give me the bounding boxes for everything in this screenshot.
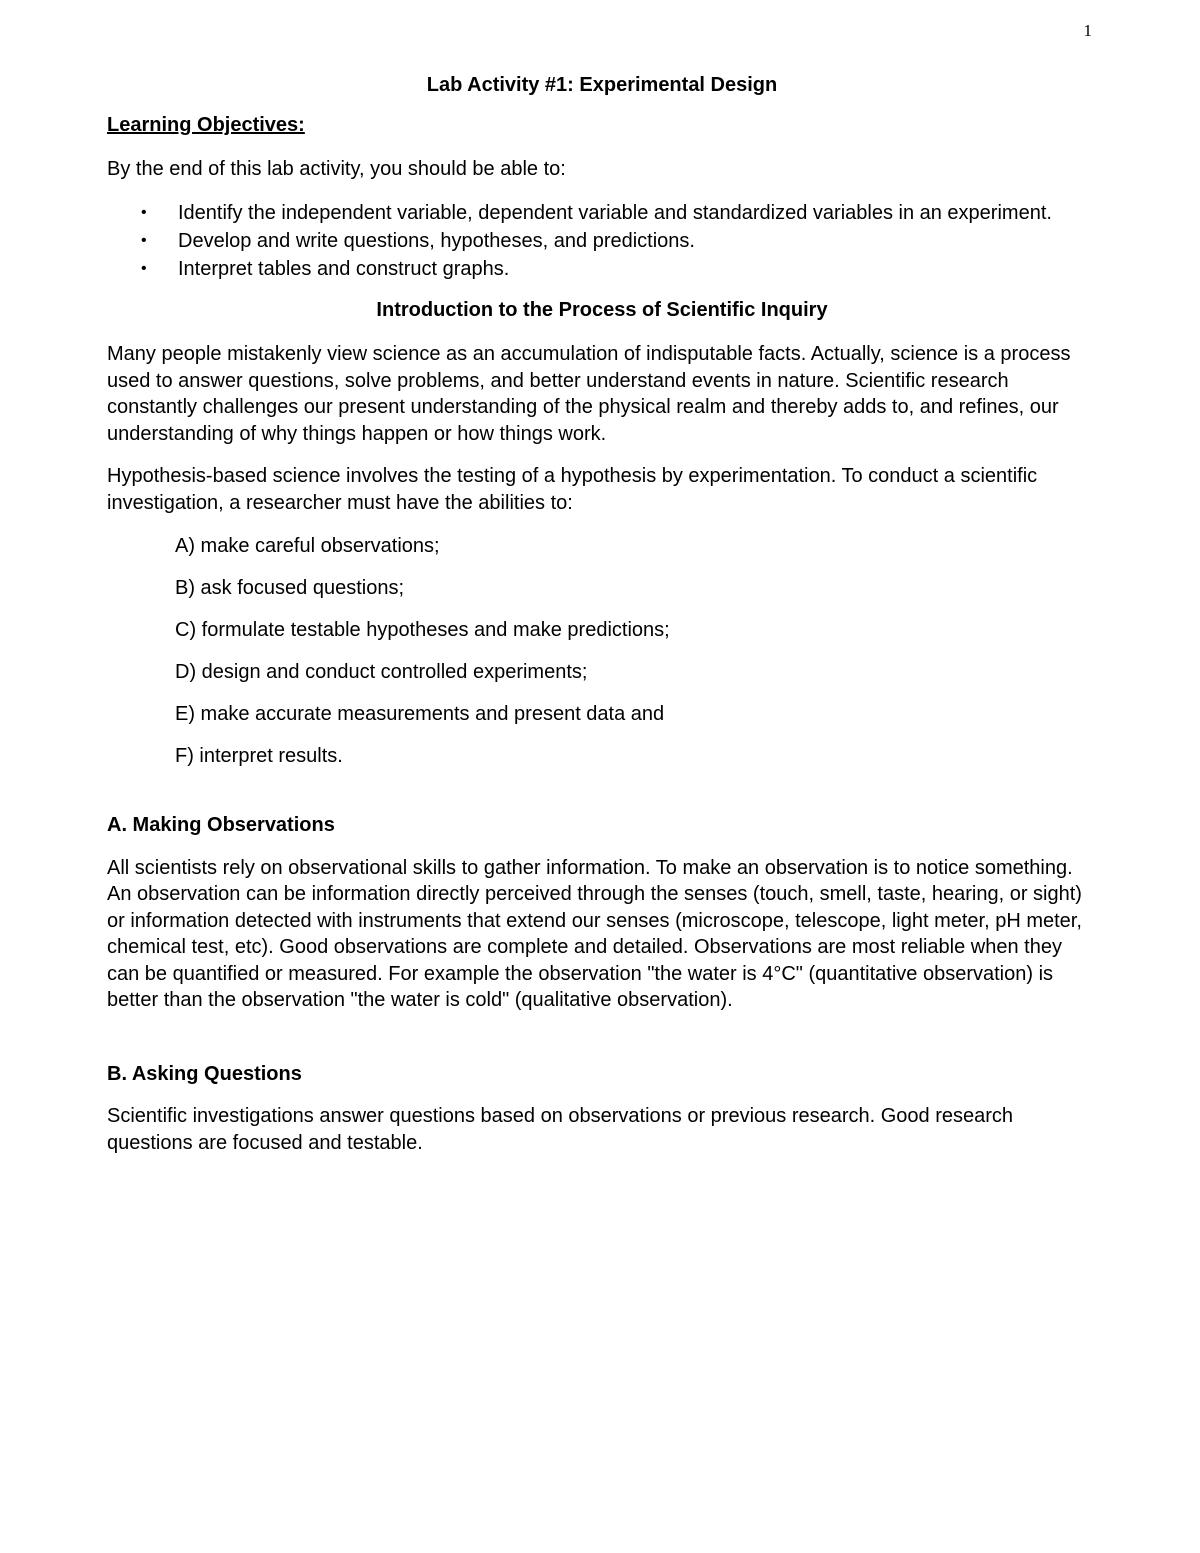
ability-item: C) formulate testable hypotheses and make predictions; [175,619,670,641]
bullet-icon: • [141,232,147,249]
bullet-icon: • [141,260,147,277]
abilities-list [107,533,1097,769]
learning-objectives-label: Learning Objectives: [107,114,305,136]
bullet-icon: • [141,204,147,221]
section-a-paragraph: All scientists rely on observational skills to gather information. To make an observation is to notice something. An observation can be information directly perceived through the senses (touch, smell, taste, hearing, or sight) or information detected with instruments that extend our senses (microscope, telescope, light meter, pH meter, chemical test, etc). Good observations are complete and detailed. Observations are most reliable when they can be quantified or measured. For example the observation "the water is 4°C" (quantitative observation) is better than the observation "the water is cold" (qualitative observation). [107,856,1082,1011]
objective-text: Interpret tables and construct graphs. [178,258,510,280]
section-a-heading: A. Making Observations [107,814,335,836]
ability-item: E) make accurate measurements and present data and [175,703,665,725]
intro-paragraph-1: Many people mistakenly view science as an accumulation of indisputable facts. Actually, science is a process used to answer questions, solve problems, and better understand events in nature. Scientific research constantly challenges our present understanding of the physical realm and thereby adds to, and refines, our understanding of why things happen or how things work. [107,343,1071,445]
objective-item [107,256,1097,283]
ability-item: B) ask focused questions; [175,577,405,599]
ability-item: F) interpret results. [175,745,343,767]
objectives-list [107,200,1097,283]
intro-paragraph-2: Hypothesis-based science involves the testing of a hypothesis by experimentation. To conduct a scientific investigation, a researcher must have the abilities to: [107,465,1038,514]
objective-text: Identify the independent variable, dependent variable and standardized variables in an experiment. [178,202,1052,224]
objective-text: Develop and write questions, hypotheses, and predictions. [178,230,695,252]
objective-item [107,228,1097,255]
document-body [107,72,1097,1156]
section-b-paragraph: Scientific investigations answer questions based on observations or previous research. Good research questions are focused and testable. [107,1105,1014,1154]
ability-item: A) make careful observations; [175,535,440,557]
page-number: 1 [1083,21,1092,40]
objective-item [107,200,1097,227]
objectives-intro: By the end of this lab activity, you should be able to: [107,157,566,180]
section-b-heading: B. Asking Questions [107,1062,302,1085]
document-title: Lab Activity #1: Experimental Design [426,74,778,96]
ability-item: D) design and conduct controlled experiments; [175,661,588,683]
intro-heading: Introduction to the Process of Scientific Inquiry [376,298,828,321]
